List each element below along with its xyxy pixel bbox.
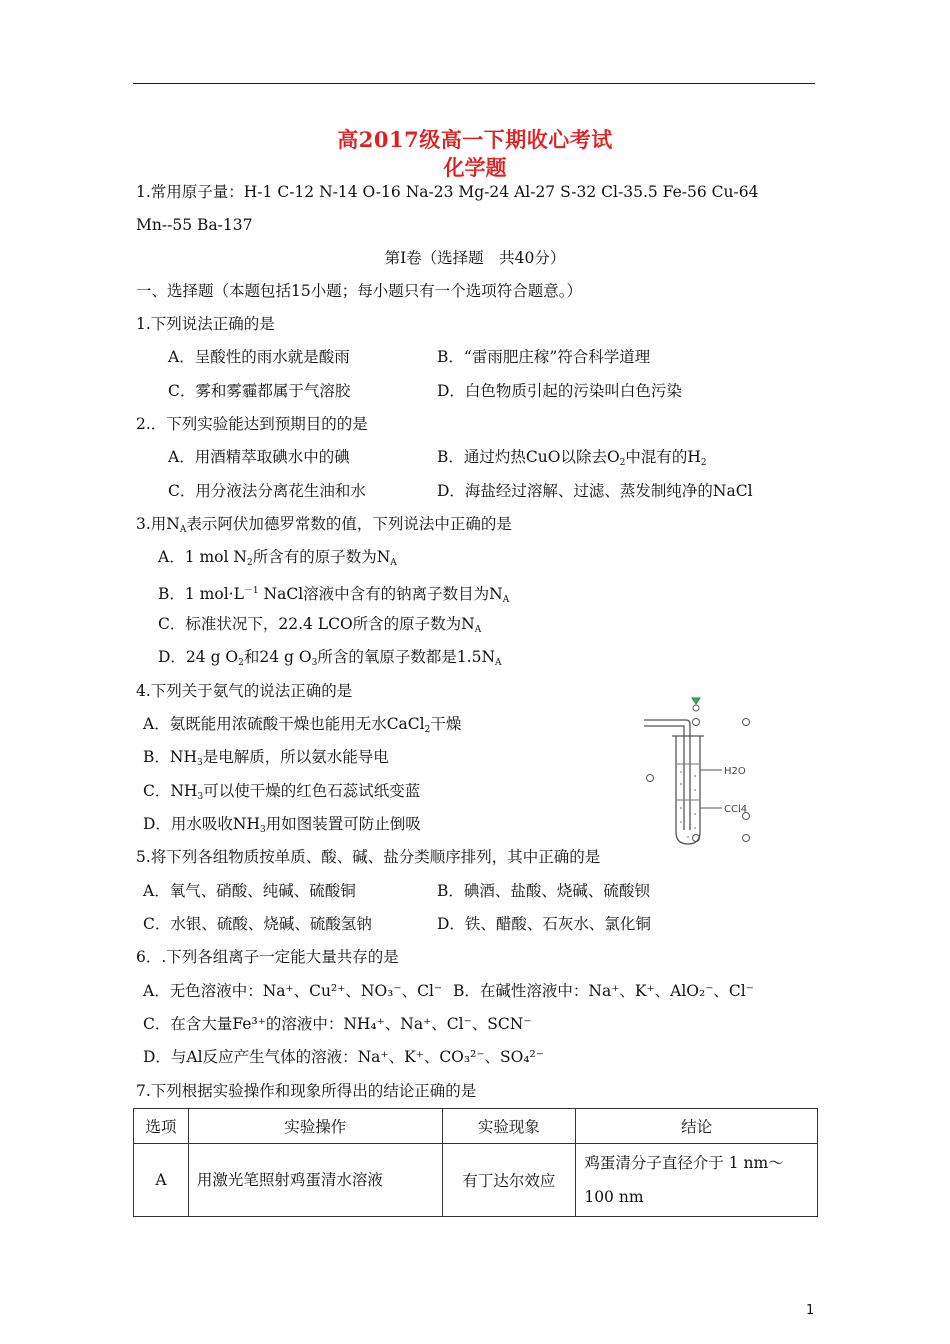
q5-option-c: C．水银、硫酸、烧碱、硫酸氢钠 <box>143 915 372 933</box>
table-cell-phenomenon: 有丁达尔效应 <box>442 1144 576 1217</box>
q4-option-c: C．$NH_3$可以使干燥的红色石蕊试纸变蓝 <box>143 782 421 802</box>
q4-option-b: B．$NH_3$是电解质，所以氨水能导电 <box>143 748 389 768</box>
q3-option-a: A．1 mol $N_2$所含有的原子数为$N_A$ <box>158 548 397 568</box>
q7-table <box>133 1108 818 1217</box>
q6-option-a: A．无色溶液中：Na⁺、Cu²⁺、NO₃⁻、Cl⁻ <box>143 982 443 1000</box>
q1-option-c: C．雾和雾霾都属于气溶胶 <box>168 382 351 400</box>
q3-option-c: C．标准状况下，22.4 LCO所含的原子数为$N_A$ <box>158 615 482 635</box>
q4-option-d: D．用水吸收$NH_3$用如图装置可防止倒吸 <box>143 815 421 835</box>
table-row <box>134 1144 818 1217</box>
ammonia-absorption-apparatus-figure <box>640 692 790 852</box>
q2-option-d: D．海盐经过溶解、过滤、蒸发制纯净的NaCl <box>437 482 753 500</box>
fig-label-water: H2O <box>724 766 746 777</box>
q4-option-a: A．氨既能用浓硫酸干燥也能用无水CaCl$_2$干燥 <box>143 715 462 735</box>
q2-option-c: C．用分液法分离花生油和水 <box>168 482 366 500</box>
q6-option-d: D．与Al反应产生气体的溶液：Na⁺、K⁺、CO₃²⁻、SO₄²⁻ <box>143 1048 544 1066</box>
section-heading: 一、选择题（本题包括15小题；每小题只有一个选项符合题意。） <box>136 282 582 300</box>
q5-option-a: A．氧气、硝酸、纯碱、硫酸铜 <box>143 882 356 900</box>
exam-subtitle: 化学题 <box>443 155 507 180</box>
table-header-cell: 实验操作 <box>188 1109 442 1144</box>
fig-label-ccl4: CCl4 <box>724 804 748 815</box>
q3-option-d: D．24 g $O_2$和24 g $O_3$所含的氧原子数都是$1.5N_A$ <box>158 648 502 668</box>
q1-stem: 1.下列说法正确的是 <box>136 315 275 333</box>
q2-option-b: B．通过灼热CuO以除去$O_2$中混有的$H_2$ <box>437 448 707 468</box>
q6-option-c: C．在含大量Fe³⁺的溶液中：NH₄⁺、Na⁺、Cl⁻、SCN⁻ <box>143 1015 532 1033</box>
table-cell-operation: 用激光笔照射鸡蛋清水溶液 <box>188 1144 442 1217</box>
q3-option-b: B．1 $mol\cdot L^{-1}$ NaCl溶液中含有的钠离子数目为$N_A$ <box>158 585 510 605</box>
exam-title: 高2017级高一下期收心考试 <box>337 127 613 152</box>
atomic-masses-line2: Mn--55 Ba-137 <box>136 216 253 234</box>
q2-stem: 2.．下列实验能达到预期目的的是 <box>136 415 368 433</box>
header-rule <box>133 83 815 84</box>
q1-option-d: D．白色物质引起的污染叫白色污染 <box>437 382 682 400</box>
q1-option-b: B．“雷雨肥庄稼”符合科学道理 <box>437 348 651 366</box>
q6-stem: 6．.下列各组离子一定能大量共存的是 <box>136 948 399 966</box>
page-number: 1 <box>806 1303 815 1318</box>
table-cell-conclusion: 鸡蛋清分子直径介于 1 nm～ 100 nm <box>576 1144 818 1217</box>
q2-option-a: A．用酒精萃取碘水中的碘 <box>168 448 350 466</box>
table-header-cell: 选项 <box>134 1109 189 1144</box>
q5-stem: 5.将下列各组物质按单质、酸、碱、盐分类顺序排列，其中正确的是 <box>136 848 601 866</box>
q7-stem: 7.下列根据实验操作和现象所得出的结论正确的是 <box>136 1082 477 1100</box>
table-cell-option: A <box>134 1144 189 1217</box>
part-heading: 第Ⅰ卷（选择题 共40分） <box>384 249 566 267</box>
q5-option-b: B．碘酒、盐酸、烧碱、硫酸钡 <box>437 882 650 900</box>
q4-stem: 4.下列关于氨气的说法正确的是 <box>136 682 353 700</box>
table-header-cell: 实验现象 <box>442 1109 576 1144</box>
q5-option-d: D．铁、醋酸、石灰水、氯化铜 <box>437 915 651 933</box>
q1-option-a: A．呈酸性的雨水就是酸雨 <box>168 348 350 366</box>
atomic-masses-line1: 1.常用原子量：H-1 C-12 N-14 O-16 Na-23 Mg-24 Al-27 S-32 Cl-35.5 Fe-56 Cu-64 <box>136 183 759 201</box>
table-header-cell: 结论 <box>576 1109 818 1144</box>
table-header-row <box>134 1109 818 1144</box>
q6-option-b: B．在碱性溶液中：Na⁺、K⁺、AlO₂⁻、Cl⁻ <box>453 982 754 1000</box>
q3-stem: 3.用$N_A$表示阿伏加德罗常数的值，下列说法中正确的是 <box>136 515 512 535</box>
